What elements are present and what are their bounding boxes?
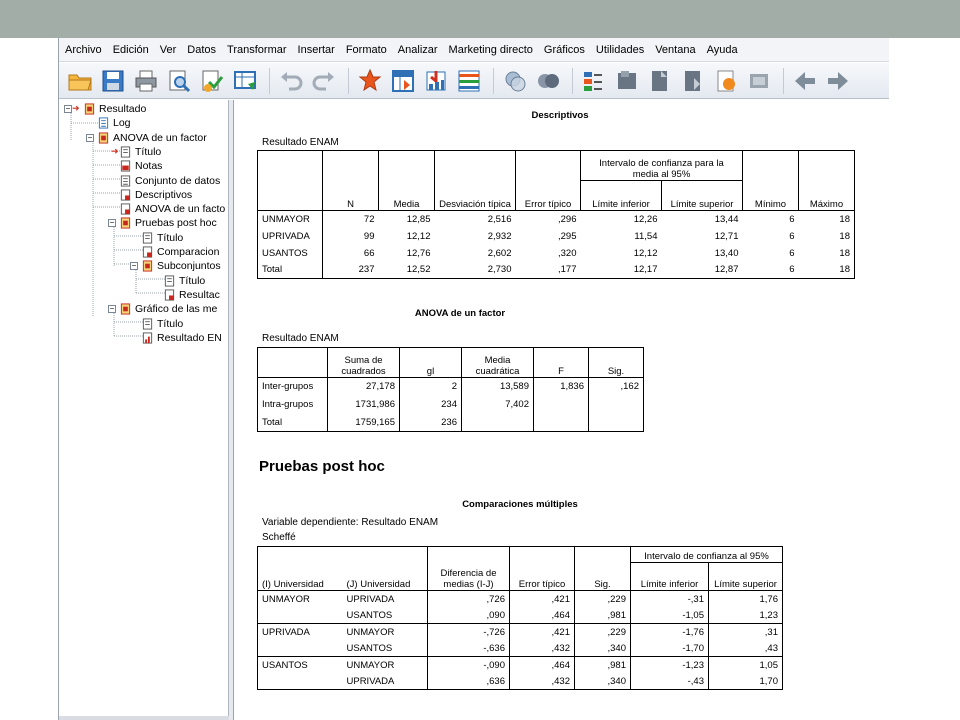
table-row [258, 396, 644, 414]
table-cell: 2 [400, 378, 462, 396]
table-cell: -1,23 [631, 657, 709, 674]
print-button[interactable] [131, 66, 161, 96]
outline-item[interactable] [119, 188, 192, 202]
outline-item[interactable] [131, 259, 221, 273]
table-cell: 1,23 [709, 607, 783, 624]
table-cell: 234 [400, 396, 462, 414]
save-button[interactable] [98, 66, 128, 96]
outline-item[interactable] [119, 159, 162, 173]
export-icon [199, 68, 225, 94]
table-cell: 12,52 [379, 262, 435, 279]
table-cell: 72 [323, 211, 379, 228]
header-ci-group: Intervalo de confianza al 95% [631, 547, 783, 563]
table-icon [119, 189, 132, 201]
header-cell: Error típico [510, 547, 575, 591]
select-cases-button[interactable] [500, 66, 530, 96]
table-cell: Total [258, 262, 323, 279]
table-cell: UPRIVADA [258, 228, 323, 245]
table-cell: 6 [743, 211, 799, 228]
collapse-toggle-icon[interactable]: − [87, 132, 93, 142]
table-cell [258, 673, 343, 690]
table-cell: 12,26 [581, 211, 662, 228]
table-cell [589, 396, 644, 414]
outline-item-label: Título [157, 231, 184, 244]
table-cell: UPRIVADA [343, 591, 428, 608]
anova-table[interactable] [257, 347, 644, 432]
value-labels-icon [535, 68, 561, 94]
undo-icon [278, 68, 304, 94]
chart-icon [141, 332, 154, 344]
table-cell: 12,12 [633, 247, 658, 259]
table-cell: ,636 [428, 673, 510, 690]
menu-item-9[interactable]: Gráficos [543, 43, 585, 56]
table-cell: ,090 [428, 607, 510, 624]
outline-item-label: ANOVA de un facto [135, 203, 226, 216]
spss-viewer-window [58, 38, 888, 720]
pane-splitter[interactable] [229, 100, 234, 720]
table-cell: 236 [400, 414, 462, 432]
insert-chart-icon [423, 68, 449, 94]
book-icon [119, 217, 132, 229]
designate-window-button[interactable] [579, 66, 609, 96]
descriptivos-caption: Resultado ENAM [262, 137, 339, 148]
posthoc-caption-variable: Variable dependiente: Resultado ENAM [262, 517, 439, 528]
goto-data-button[interactable] [230, 66, 260, 96]
table-cell: ,162 [589, 378, 644, 396]
table-cell: USANTOS [343, 607, 428, 624]
table-cell: -1,70 [631, 640, 709, 657]
outline-item[interactable] [141, 317, 183, 331]
demote-button[interactable] [711, 66, 741, 96]
open-folder-button[interactable] [65, 66, 95, 96]
header-cell: N [323, 151, 379, 211]
descriptivos-table[interactable] [257, 150, 855, 279]
menu-item-5[interactable]: Insertar [297, 43, 335, 56]
table-cell: ,981 [575, 607, 631, 624]
demote-icon [713, 68, 739, 94]
table-row [258, 640, 783, 657]
menu-item-11[interactable]: Ventana [655, 43, 696, 56]
table-cell: -,090 [428, 657, 510, 674]
table-cell: 12,12 [406, 230, 431, 242]
outline-item-label: Resultado EN [157, 331, 222, 344]
outline-pane [59, 100, 229, 720]
table-cell: ,229 [575, 624, 631, 641]
book-icon [141, 260, 154, 272]
navigate-forward-icon [825, 68, 851, 94]
value-labels-button[interactable] [533, 66, 563, 96]
show-all-button[interactable] [612, 66, 642, 96]
table-cell: 6 [789, 230, 795, 242]
table-cell: ,295 [558, 230, 577, 242]
table-cell: USANTOS [258, 245, 323, 262]
table-cell: 13,40 [714, 247, 739, 259]
header-cell: (J) Universidad [343, 547, 428, 591]
outline-item-label: ANOVA de un factor [113, 131, 207, 144]
menu-item-12[interactable]: Ayuda [706, 43, 738, 56]
header-cell: F [534, 348, 589, 378]
descriptivos-title: Descriptivos [531, 110, 589, 121]
table-icon [119, 203, 132, 215]
table-cell: 2,602 [487, 247, 512, 259]
table-cell: -,636 [428, 640, 510, 657]
output-content-pane [235, 100, 889, 720]
table-row [258, 245, 855, 262]
navigate-back-button[interactable] [790, 66, 820, 96]
navigate-back-icon [792, 68, 818, 94]
anova-title: ANOVA de un factor [414, 308, 506, 319]
header-cell: Límite superior [709, 563, 783, 591]
table-cell [258, 640, 343, 657]
table-cell: 2,516 [435, 211, 516, 228]
table-row [258, 607, 783, 624]
dataset-icon [119, 175, 132, 187]
toolbar-separator [783, 68, 784, 94]
outline-item-label: Título [179, 274, 206, 287]
toolbar-separator [493, 68, 494, 94]
header-empty [258, 151, 323, 211]
save-icon [100, 68, 126, 94]
table-cell: 12,76 [406, 247, 431, 259]
header-ci-group: Intervalo de confianza para la media al 95% [581, 151, 743, 181]
variables-button[interactable] [454, 66, 484, 96]
table-cell: 99 [363, 230, 375, 242]
table-cell: 6 [789, 247, 795, 259]
header-cell: Límite superior [662, 181, 743, 211]
table-cell: 13,589 [462, 378, 534, 396]
table-row [258, 378, 644, 396]
menu-item-7[interactable]: Analizar [397, 43, 438, 56]
table-cell: Total [258, 414, 328, 432]
goto-data-icon [232, 68, 258, 94]
outline-item-label: Resultac [179, 288, 220, 301]
table-cell [258, 607, 343, 624]
table-row [258, 414, 644, 432]
toolbar [59, 63, 889, 99]
insert-heading-button[interactable] [744, 66, 774, 96]
table-cell: 27,178 [328, 378, 400, 396]
outline-item-label: Pruebas post hoc [135, 217, 217, 230]
table-cell: UNMAYOR [343, 657, 428, 674]
promote-button[interactable] [678, 66, 708, 96]
header-cell: Mínimo [743, 151, 799, 211]
table-cell: ,43 [709, 640, 783, 657]
redo-icon [311, 68, 337, 94]
insert-heading-icon [746, 68, 772, 94]
header-cell: Suma de cuadrados [328, 348, 400, 378]
header-cell: Límite inferior [631, 563, 709, 591]
table-cell: Inter-grupos [258, 378, 328, 396]
output-book-icon [83, 103, 96, 115]
collapse-toggle-icon[interactable]: − [65, 104, 71, 113]
variables-icon [456, 68, 482, 94]
hide-icon [647, 68, 673, 94]
table-cell: 11,54 [634, 230, 658, 242]
print-preview-icon [166, 68, 192, 94]
table-cell: ,340 [575, 673, 631, 690]
insert-chart-button[interactable] [421, 66, 451, 96]
outline-item-label: Conjunto de datos [135, 174, 221, 187]
table-cell: ,432 [510, 640, 575, 657]
outline-item[interactable] [141, 245, 219, 259]
outline-item-label: Log [113, 117, 131, 130]
table-row [258, 624, 783, 641]
table-cell: 12,17 [581, 262, 662, 279]
menu-item-2[interactable]: Ver [159, 43, 177, 56]
table-cell: 1731,986 [328, 396, 400, 414]
book-icon [97, 132, 110, 144]
table-icon [163, 289, 176, 301]
table-cell [534, 396, 589, 414]
goto-variable-icon [390, 68, 416, 94]
header-cell: (I) Universidad [258, 547, 343, 591]
table-icon [141, 246, 154, 258]
outline-item-label: Descriptivos [135, 188, 193, 201]
table-row [258, 673, 783, 690]
promote-icon [680, 68, 706, 94]
anova-caption: Resultado ENAM [262, 333, 339, 344]
outline-item[interactable] [163, 274, 205, 288]
log-icon [97, 117, 110, 129]
outline-item[interactable] [109, 216, 217, 230]
current-item-arrow-icon: ➜ [111, 145, 119, 156]
table-cell [534, 414, 589, 432]
posthoc-heading: Pruebas post hoc [259, 458, 385, 475]
outline-scrollbar[interactable] [59, 716, 229, 720]
table-row [258, 657, 783, 674]
table-cell: ,31 [709, 624, 783, 641]
title-icon [141, 318, 154, 330]
table-cell: 1,836 [534, 378, 589, 396]
menu-item-1[interactable]: Edición [112, 43, 149, 56]
table-cell: ,296 [516, 211, 581, 228]
table-cell: Intra-grupos [258, 396, 328, 414]
menu-item-4[interactable]: Transformar [227, 43, 287, 56]
designate-window-icon [581, 68, 607, 94]
table-cell: 18 [799, 262, 855, 279]
table-cell: ,229 [575, 591, 631, 608]
outline-item[interactable] [97, 116, 131, 130]
table-cell: ,464 [510, 607, 575, 624]
table-cell: 12,85 [379, 211, 435, 228]
table-cell: UNMAYOR [258, 211, 323, 228]
collapse-toggle-icon[interactable]: − [131, 261, 137, 271]
header-cell: Media cuadrática [462, 348, 534, 378]
goto-variable-button[interactable] [388, 66, 418, 96]
table-row [258, 228, 855, 245]
table-cell: 13,44 [662, 211, 743, 228]
current-item-arrow-icon: ➜ [72, 103, 80, 113]
open-folder-icon [67, 68, 93, 94]
header-empty [258, 348, 328, 378]
outline-item-label: Notas [135, 160, 163, 173]
table-cell: 7,402 [462, 396, 534, 414]
table-cell: ,177 [516, 262, 581, 279]
undo-button[interactable] [276, 66, 306, 96]
table-cell: UNMAYOR [343, 624, 428, 641]
navigate-forward-button[interactable] [823, 66, 853, 96]
outline-item[interactable] [65, 102, 147, 116]
menu-item-10[interactable]: Utilidades [595, 43, 645, 56]
table-cell: USANTOS [343, 640, 428, 657]
table-cell: ,432 [510, 673, 575, 690]
menu-bar [59, 38, 889, 62]
table-cell: 18 [799, 211, 855, 228]
notes-icon [119, 160, 132, 172]
title-icon [119, 146, 132, 158]
outline-item[interactable] [141, 231, 183, 245]
menu-item-6[interactable]: Formato [345, 43, 387, 56]
posthoc-caption-method: Scheffé [262, 532, 296, 543]
table-cell: -1,05 [631, 607, 709, 624]
table-cell: 12,71 [714, 230, 739, 242]
table-cell: ,421 [510, 624, 575, 641]
header-cell: Media [379, 151, 435, 211]
table-cell: 1,76 [709, 591, 783, 608]
table-cell: 2,730 [435, 262, 516, 279]
redo-button[interactable] [309, 66, 339, 96]
collapse-toggle-icon[interactable]: − [109, 218, 115, 228]
table-row [258, 211, 855, 228]
goto-case-button[interactable] [355, 66, 385, 96]
menu-item-0[interactable]: Archivo [65, 43, 102, 56]
select-cases-icon [502, 68, 528, 94]
outline-item[interactable] [111, 145, 162, 159]
table-cell: 12,87 [662, 262, 743, 279]
table-cell: 18 [799, 245, 855, 262]
table-cell: UPRIVADA [343, 673, 428, 690]
table-cell: ,464 [510, 657, 575, 674]
table-cell: -,43 [631, 673, 709, 690]
table-cell: 1759,165 [328, 414, 400, 432]
collapse-toggle-icon[interactable]: − [109, 304, 115, 314]
print-preview-button[interactable] [164, 66, 194, 96]
table-cell: ,421 [510, 591, 575, 608]
table-cell: ,726 [428, 591, 510, 608]
outline-item[interactable] [163, 288, 220, 302]
comparaciones-title: Comparaciones múltiples [462, 499, 578, 510]
table-cell: 1,70 [709, 673, 783, 690]
table-cell: 6 [743, 262, 799, 279]
table-cell: -1,76 [631, 624, 709, 641]
title-icon [141, 232, 154, 244]
outline-item-label: Gráfico de las me [135, 303, 218, 316]
table-cell [589, 414, 644, 432]
title-icon [163, 275, 176, 287]
table-cell: ,320 [558, 247, 577, 259]
goto-case-icon [357, 68, 383, 94]
table-cell: UPRIVADA [258, 624, 343, 641]
header-cell: gl [400, 348, 462, 378]
table-cell: 66 [363, 247, 375, 259]
outline-item[interactable] [141, 331, 222, 345]
outline-item[interactable] [109, 302, 218, 316]
table-cell: -,31 [631, 591, 709, 608]
menu-item-3[interactable]: Datos [187, 43, 217, 56]
header-cell: Desviación típica [435, 151, 516, 211]
window-top-band [0, 0, 960, 38]
print-icon [133, 68, 159, 94]
table-cell: UNMAYOR [258, 591, 343, 608]
show-all-icon [614, 68, 640, 94]
toolbar-separator [269, 68, 270, 94]
table-row [258, 262, 855, 279]
export-button[interactable] [197, 66, 227, 96]
outline-item-label: Resultado [99, 103, 147, 115]
table-cell: -,726 [428, 624, 510, 641]
book-icon [119, 303, 132, 315]
header-cell: Sig. [589, 348, 644, 378]
header-cell: Máximo [799, 151, 855, 211]
header-cell: Diferencia de medias (I-J) [428, 547, 510, 591]
outline-item[interactable] [119, 174, 220, 188]
table-cell: 2,932 [487, 230, 512, 242]
hide-button[interactable] [645, 66, 675, 96]
outline-item[interactable] [119, 202, 225, 216]
toolbar-separator [348, 68, 349, 94]
header-cell: Sig. [575, 547, 631, 591]
header-cell: Límite inferior [581, 181, 662, 211]
comparaciones-table[interactable] [257, 546, 783, 690]
table-cell: ,981 [575, 657, 631, 674]
table-cell [462, 414, 534, 432]
table-cell: USANTOS [258, 657, 343, 674]
table-cell: ,340 [575, 640, 631, 657]
table-cell: 237 [323, 262, 379, 279]
outline-item-label: Subconjuntos [157, 260, 221, 273]
table-row [258, 591, 783, 608]
table-cell: 18 [799, 228, 855, 245]
outline-item-label: Título [135, 145, 162, 158]
menu-item-8[interactable]: Marketing directo [448, 43, 533, 56]
outline-item[interactable] [87, 131, 207, 145]
toolbar-separator [572, 68, 573, 94]
table-cell: 1,05 [709, 657, 783, 674]
header-cell: Error típico [516, 151, 581, 211]
outline-item-label: Comparacion [157, 246, 220, 258]
outline-item-label: Título [157, 317, 184, 330]
